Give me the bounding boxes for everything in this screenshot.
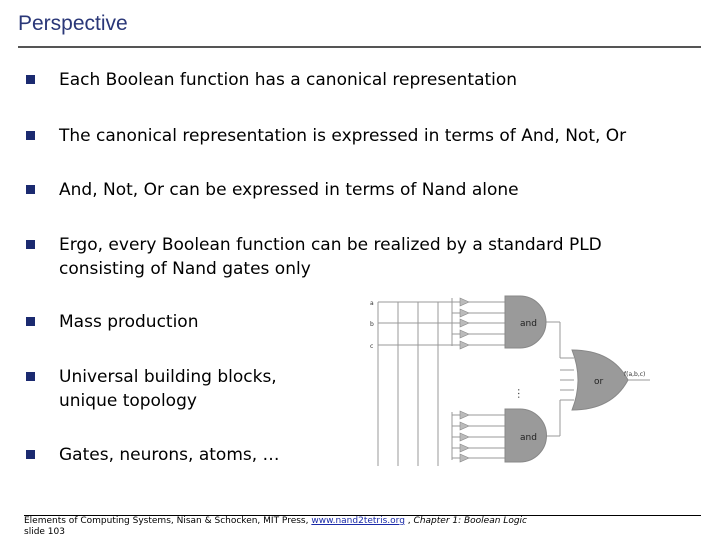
input-label-a: a (370, 300, 374, 307)
footer-chapter: Chapter 1: Boolean Logic (413, 516, 527, 526)
square-bullet-icon (26, 317, 35, 326)
footer-link[interactable]: www.nand2tetris.org (311, 516, 405, 526)
footer-separator: , (404, 516, 414, 526)
bullet-text: Mass production (59, 312, 199, 332)
input-label-b: b (370, 321, 374, 328)
slide-footer (24, 516, 527, 538)
output-label: f(a,b,c) (624, 371, 646, 378)
bullet-text: And, Not, Or can be expressed in terms of Nand alone (59, 180, 519, 200)
title-divider (18, 46, 701, 48)
square-bullet-icon (26, 185, 35, 194)
bullet-text: Gates, neurons, atoms, … (59, 445, 280, 465)
square-bullet-icon (26, 240, 35, 249)
square-bullet-icon (26, 131, 35, 140)
bullet-text: Ergo, every Boolean function can be realized by a standard PLD consisting of Nand gates only (59, 235, 602, 279)
footer-slide-number: slide 103 (24, 527, 65, 537)
pld-diagram (360, 290, 690, 470)
and-gate-label: and (520, 433, 537, 443)
and-gate-label: and (520, 319, 537, 329)
slide-title: Perspective (18, 12, 128, 35)
input-label-c: c (370, 343, 374, 350)
bullet-text: Universal building blocks, unique topology (59, 367, 277, 411)
square-bullet-icon (26, 372, 35, 381)
bullet-text: Each Boolean function has a canonical representation (59, 70, 518, 90)
or-gate-label: or (594, 377, 604, 387)
bullet-text: The canonical representation is expressed in terms of And, Not, Or (59, 126, 627, 146)
square-bullet-icon (26, 450, 35, 459)
square-bullet-icon (26, 75, 35, 84)
ellipsis-marker: … (515, 388, 528, 399)
footer-citation: Elements of Computing Systems, Nisan & Schocken, MIT Press, (24, 516, 312, 526)
